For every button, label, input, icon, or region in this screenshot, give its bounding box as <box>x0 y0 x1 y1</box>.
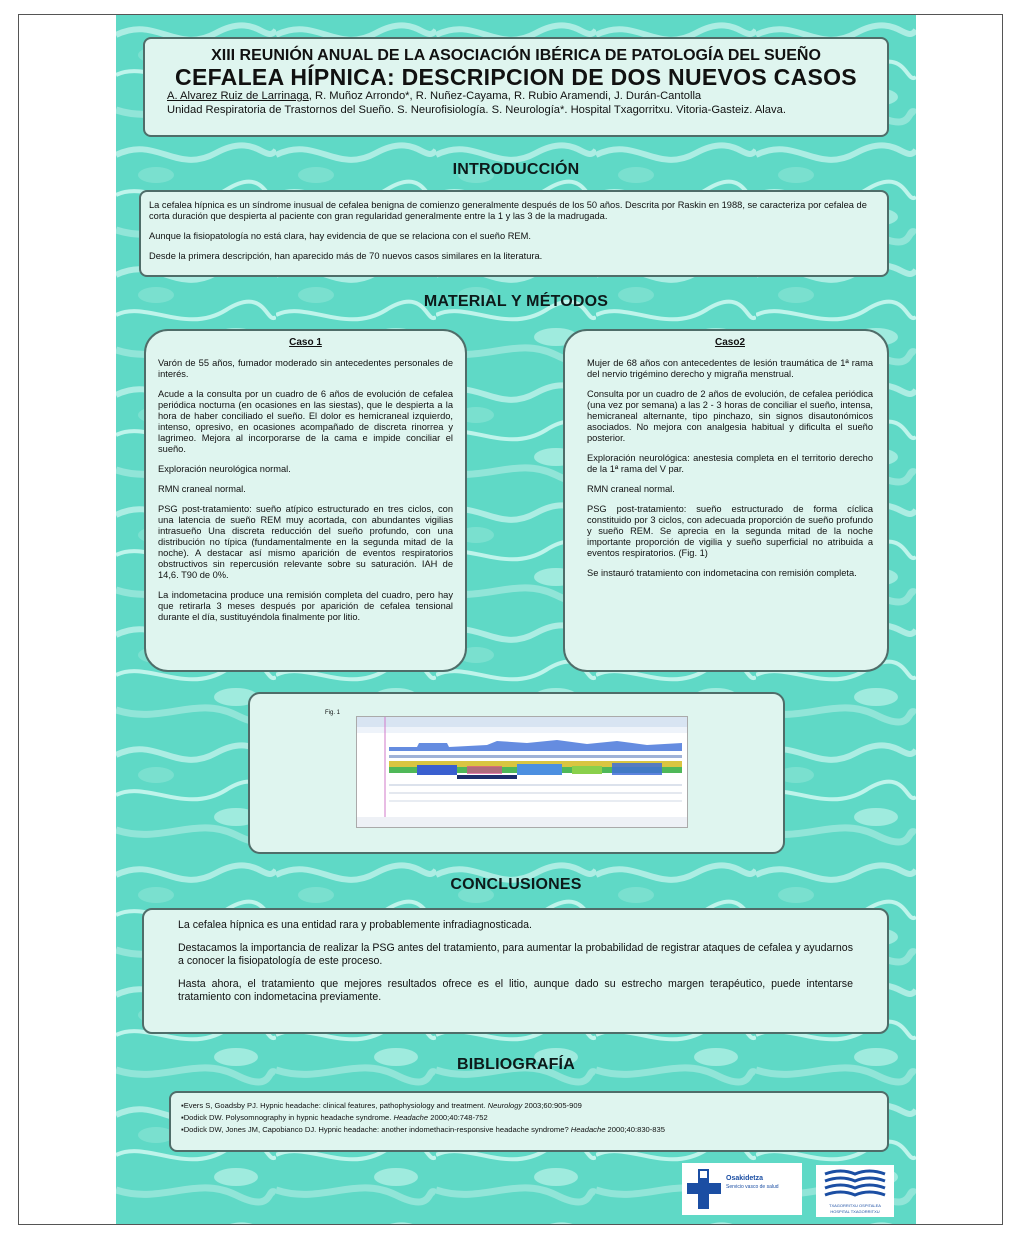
title-box <box>143 37 889 137</box>
bibliography-item: ▪Evers S, Goadsby PJ. Hypnic headache: clinical features, pathophysiology and treatment. Neurology 2003;60:905-909 <box>181 1101 582 1110</box>
osakidetza-logo <box>682 1163 802 1215</box>
intro-heading: INTRODUCCIÓN <box>452 161 580 178</box>
bibliography-item: ▪Dodick DW, Jones JM, Capobianco DJ. Hypnic headache: another indomethacin-responsive headache syndrome? Headache 2000;40:830-835 <box>181 1125 665 1134</box>
case2-paragraph: RMN craneal normal. <box>587 484 675 494</box>
hospital-logo <box>816 1165 894 1217</box>
case1-paragraph: Acude a la consulta por un cuadro de 6 años de evolución de cefalea periódica nocturna (en ocasiones en las siestas), que le despierta a la hora de haber conciliado el sueño. El dolor es hemicraneal izquierdo, intenso, opresivo, en ocasiones acompañado de discreta rinorrea y lagrimeo. Mejora al incorporarse de la cama e impide conciliar el sueño. <box>158 389 453 454</box>
poster <box>116 15 916 1224</box>
affiliation: Unidad Respiratoria de Trastornos del Sueño. S. Neurofisiología. S. Neurología*. Hospital Txagorritxu. Vitoria-Gasteiz. Alava. <box>167 104 786 116</box>
case1-box <box>144 329 467 672</box>
case1-title: Caso 1 <box>289 337 322 348</box>
case2-paragraph: Consulta por un cuadro de 2 años de evolución, de cefalea periódica (una vez por semana) a las 2 - 3 horas de conciliar el sueño, intensa, hemicraneal alternante, tipo pinchazo, sin signos disautonómicos asociados. No mejora con analgesia habitual y dificulta el sueño posterior. <box>587 389 873 443</box>
bibliography-item: ▪Dodick DW. Polysomnography in hypnic headache syndrome. Headache 2000;40:748-752 <box>181 1113 488 1122</box>
other-authors: , R. Muñoz Arrondo*, R. Nuñez-Cayama, R. Rubio Aramendi, J. Durán-Cantolla <box>308 90 702 102</box>
bibliography-heading: BIBLIOGRAFÍA <box>457 1056 575 1073</box>
authors <box>145 89 887 103</box>
figure-box <box>248 692 785 854</box>
conclusions-box <box>142 908 889 1034</box>
case2-box <box>563 329 889 672</box>
case2-paragraph: PSG post-tratamiento: sueño estructurado de forma cíclica constituido por 3 ciclos, con adecuada proporción de sueño profundo y sueño REM. Se aprecia en la segunda mitad de la noche importante proporción de vigilia y sueño superficial no atribuida a eventos respiratorios. (Fig. 1) <box>587 504 873 558</box>
intro-paragraph: La cefalea hípnica es un síndrome inusual de cefalea benigna de comienzo generalmente después de los 50 años. Descrita por Raskin en 1988, se caracteriza por cefalea de corta duración que despierta al paciente con gran regularidad generalmente entre la 1 y las 3 de la madrugada. <box>149 200 867 221</box>
conclusion-paragraph: Destacamos la importancia de realizar la PSG antes del tratamiento, para aumentar la probabilidad de registrar ataques de cefalea y ayudarnos a conocer la fisiopatología de este proceso. <box>178 942 853 967</box>
osakidetza-sub: Servicio vasco de salud <box>726 1184 779 1190</box>
conclusion-paragraph: La cefalea hípnica es una entidad rara y probablemente infradiagnosticada. <box>178 919 532 931</box>
intro-paragraph: Desde la primera descripción, han aparecido más de 70 nuevos casos similares en la literatura. <box>149 251 543 261</box>
osakidetza-cross-icon <box>686 1167 722 1211</box>
case1-paragraph: PSG post-tratamiento: sueño atípico estructurado en tres ciclos, con una latencia de sueño REM muy acortada, con abundantes vigilias intrasueño Una discreta reducción del sueño profundo, con una distribución no típica (fundamentalmente en la segunda mitad de la noche). A destacar así mismo aparición de eventos respiratorios obstructivos sin repercusión relevante sobre su saturación. IAH de 14,6. T90 de 0%. <box>158 504 453 580</box>
figure-label: Fig. 1 <box>325 710 341 716</box>
bibliography-box <box>169 1091 889 1152</box>
case2-paragraph: Mujer de 68 años con antecedentes de lesión traumática de 1ª rama del nervio trigémino derecho y migraña menstrual. <box>587 358 873 379</box>
intro-paragraph: Aunque la fisiopatología no está clara, hay evidencia de que se relaciona con el sueño REM. <box>149 231 531 241</box>
case2-paragraph: Exploración neurológica: anestesia completa en el territorio derecho de la 1ª rama del V par. <box>587 453 873 474</box>
case1-paragraph: RMN craneal normal. <box>158 484 246 494</box>
hospital-book-icon <box>821 1168 889 1202</box>
conclusion-paragraph: Hasta ahora, el tratamiento que mejores resultados ofrece es el litio, aunque dado su estrecho margen terapéutico, puede intentarse tratamiento con indometacina previamente. <box>178 978 853 1003</box>
intro-box <box>139 190 889 277</box>
case1-paragraph: La indometacina produce una remisión completa del cuadro, pero hay que retirarla 3 meses después por aparición de cefalea tensional durante el día, sustituyéndola finalmente por litio. <box>158 590 453 622</box>
congress-name: XIII REUNIÓN ANUAL DE LA ASOCIACIÓN IBÉRICA DE PATOLOGÍA DEL SUEÑO <box>211 47 821 64</box>
case1-paragraph: Exploración neurológica normal. <box>158 464 291 474</box>
poster-title: CEFALEA HÍPNICA: DESCRIPCION DE DOS NUEVOS CASOS <box>175 64 857 90</box>
case2-paragraph: Se instauró tratamiento con indometacina con remisión completa. <box>587 568 857 578</box>
hospital-name: TXAGORRITXU OSPITALEA <box>829 1203 881 1208</box>
case1-paragraph: Varón de 55 años, fumador moderado sin antecedentes personales de interés. <box>158 358 453 379</box>
hospital-sub: HOSPITAL TXAGORRITXU <box>830 1209 880 1214</box>
osakidetza-name: Osakidetza <box>726 1175 763 1182</box>
case2-title: Caso2 <box>714 337 745 348</box>
methods-heading: MATERIAL Y MÉTODOS <box>423 293 609 310</box>
psg-hypnogram-image <box>356 716 688 828</box>
conclusions-heading: CONCLUSIONES <box>450 876 582 893</box>
first-author: A. Alvarez Ruiz de Larrinaga <box>167 90 309 102</box>
